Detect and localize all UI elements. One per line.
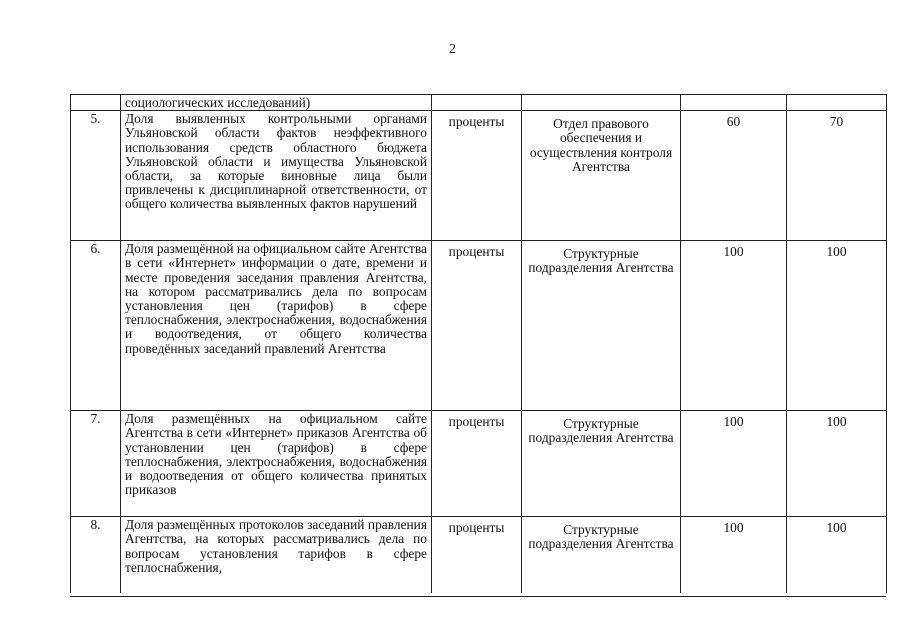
row-value-1-cell: 60 <box>681 111 787 241</box>
table-row <box>71 517 887 593</box>
row-number-cell: 8. <box>71 517 121 593</box>
row-department-cell: Отдел правового обеспечения и осуществления контроля Агентства <box>522 111 681 241</box>
row-unit-cell: проценты <box>432 517 522 593</box>
row-unit-cell: проценты <box>432 241 522 411</box>
row-description-cell: Доля размещённых протоколов заседаний правления Агентства, на которых рассматривались дела по вопросам установления тарифов в сфере теплоснабжения, <box>121 517 432 593</box>
table-row-continuation <box>71 95 887 111</box>
row-number-cell: 6. <box>71 241 121 411</box>
row-unit-cell <box>432 95 522 111</box>
row-value-1-cell: 100 <box>681 411 787 517</box>
row-value-1-cell: 100 <box>681 517 787 593</box>
row-value-1-cell: 100 <box>681 241 787 411</box>
row-department-cell: Структурные подразделения Агентства <box>522 241 681 411</box>
row-description-cell: Доля размещённой на официальном сайте Агентства в сети «Интернет» информации о дате, времени и месте проведения заседания правления Агентства, на котором рассматривались дела по вопросам установления цен (тарифов) в сфере теплоснабжения, электроснабжения, водоснабжения и водоотведения, от общего количества проведённых заседаний правлений Агентства <box>121 241 432 411</box>
row-value-2-cell: 70 <box>787 111 887 241</box>
row-unit-cell: проценты <box>432 411 522 517</box>
table-row <box>71 241 887 411</box>
row-value-2-cell: 100 <box>787 241 887 411</box>
row-value-2-cell: 100 <box>787 517 887 593</box>
row-number-cell: 5. <box>71 111 121 241</box>
row-department-cell: Структурные подразделения Агентства <box>522 517 681 593</box>
row-description-cell: Доля выявленных контрольными органами Ульяновской области фактов неэффективного использования средств областного бюджета Ульяновской области и имущества Ульяновской области, за которые виновные лица были привлечены к дисциплинарной ответственности, от общего количества выявленных фактов нарушений <box>121 111 432 241</box>
row-description-cell: Доля размещённых на официальном сайте Агентства в сети «Интернет» приказов Агентства об установлении цен (тарифов) в сфере теплоснабжения, электроснабжения, водоснабжения и водоотведения от общего количества принятых приказов <box>121 411 432 517</box>
row-department-cell: Структурные подразделения Агентства <box>522 411 681 517</box>
row-department-cell <box>522 95 681 111</box>
table-row <box>71 411 887 517</box>
table-bottom-border <box>70 596 886 597</box>
row-value-2-cell <box>787 95 887 111</box>
row-unit-cell: проценты <box>432 111 522 241</box>
row-number-cell: 7. <box>71 411 121 517</box>
table-row <box>71 111 887 241</box>
row-description-cell: социологических исследований) <box>121 95 432 111</box>
row-value-2-cell: 100 <box>787 411 887 517</box>
row-number-cell <box>71 95 121 111</box>
page-number: 2 <box>449 42 456 57</box>
row-value-1-cell <box>681 95 787 111</box>
indicators-table <box>70 94 887 593</box>
